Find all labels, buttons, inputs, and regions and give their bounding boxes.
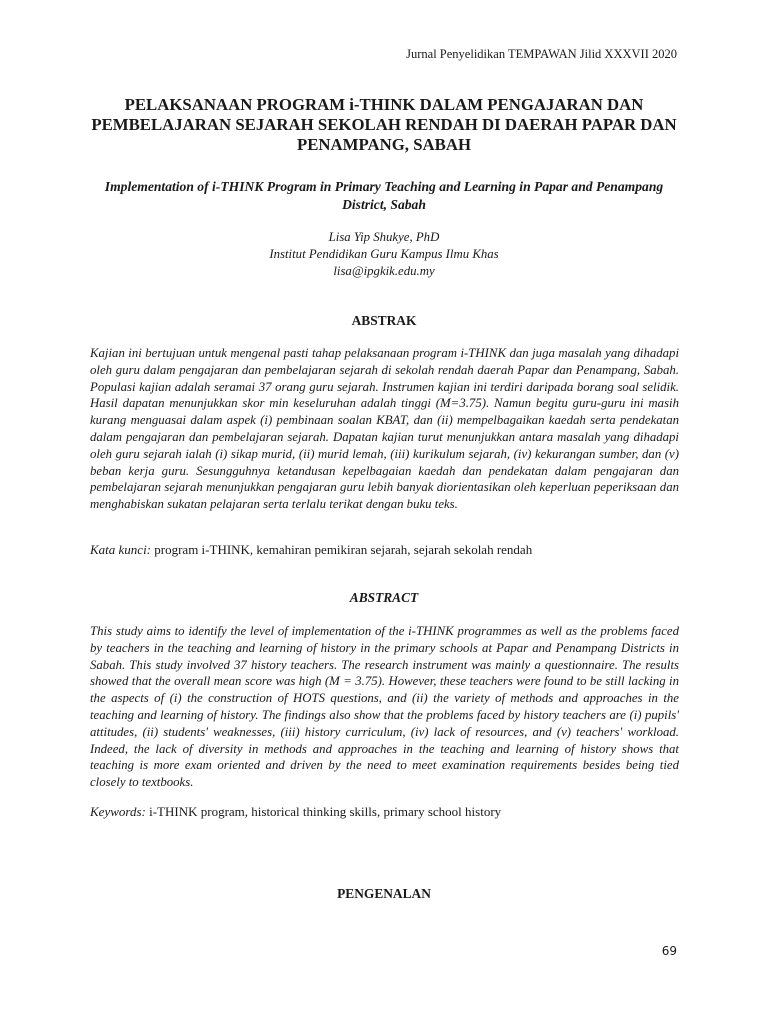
kata-kunci <box>90 542 679 558</box>
author-email: lisa@ipgkik.edu.my <box>333 264 435 278</box>
journal-header: Jurnal Penyelidikan TEMPAWAN Jilid XXXVII 2020 <box>406 47 677 61</box>
abstract-text: This study aims to identify the level of implementation of the i-THINK programmes as well as the problems faced by teachers in the teaching and learning of history in the primary schools at Papar and Penampang Districts in Sabah. This study involved 37 history teachers. The research instrument was mainly a questionnaire. The results showed that the overall mean score was high (M = 3.75). However, these teachers were found to be still lacking in the aspects of (i) the construction of HOTS questions, and (ii) the variety of methods and approaches in the teaching and learning of history. The findings also show that the problems faced by history teachers are (i) pupils' attitudes, (ii) students' weaknesses, (iii) history curriculum, (iv) lack of resources, and (v) teachers' workload. Indeed, the lack of diversity in methods and approaches in the teaching and learning of history shows that teaching is more exam oriented and driven by the need to meet examination requirements besides being tied closely to textbooks. <box>90 624 679 790</box>
author-affiliation: Institut Pendidikan Guru Kampus Ilmu Khas <box>269 247 499 261</box>
section-heading-pengenalan: PENGENALAN <box>337 886 431 901</box>
keywords <box>90 804 679 820</box>
abstract-heading: ABSTRACT <box>349 590 419 605</box>
paper-subtitle: Implementation of i-THINK Program in Primary Teaching and Learning in Papar and Penampang District, Sabah <box>104 179 664 212</box>
abstrak-text: Kajian ini bertujuan untuk mengenal pasti tahap pelaksanaan program i-THINK dan juga masalah yang dihadapi oleh guru dalam pengajaran dan pembelajaran sejarah di sekolah rendah daerah Papar dan Penampang, Sabah. Populasi kajian adalah seramai 37 orang guru sejarah. Instrumen kajian ini terdiri daripada borang soal selidik. Hasil dapatan menunjukkan skor min keseluruhan adalah tinggi (M=3.75). Namun begitu guru-guru ini masih kurang menguasai dalam aspek (i) pembinaan soalan KBAT, dan (ii) mempelbagaikan kaedah serta pendekatan dalam pengajaran dan pembelajaran sejarah. Dapatan kajian turut menunjukkan antara masalah yang dihadapi oleh guru sejarah ialah (i) sikap murid, (ii) murid lemah, (iii) kurikulum sejarah, (iv) kekurangan sumber, dan (v) beban kerja guru. Sesungguhnya ketandusan kepelbagaian kaedah dan pendekatan dalam pengajaran dan pembelajaran sejarah menunjukkan pengajaran guru lebih banyak diorientasikan oleh keperluan peperiksaan dan menghabiskan sukatan pelajaran serta terlalu terikat dengan buku teks. <box>90 346 679 512</box>
author-name: Lisa Yip Shukye, PhD <box>328 230 440 244</box>
page-number: 69 <box>661 944 677 958</box>
abstrak-heading: ABSTRAK <box>351 313 417 328</box>
keywords-label: Keywords: <box>90 804 146 819</box>
kata-kunci-values: program i-THINK, kemahiran pemikiran sejarah, sejarah sekolah rendah <box>154 542 533 557</box>
paper-title: PELAKSANAAN PROGRAM i-THINK DALAM PENGAJARAN DAN PEMBELAJARAN SEJARAH SEKOLAH RENDAH DI DAERAH PAPAR DAN PENAMPANG, SABAH <box>91 95 677 154</box>
kata-kunci-label: Kata kunci: <box>90 542 152 557</box>
author-block <box>84 229 684 280</box>
keywords-values: i-THINK program, historical thinking skills, primary school history <box>149 804 502 819</box>
